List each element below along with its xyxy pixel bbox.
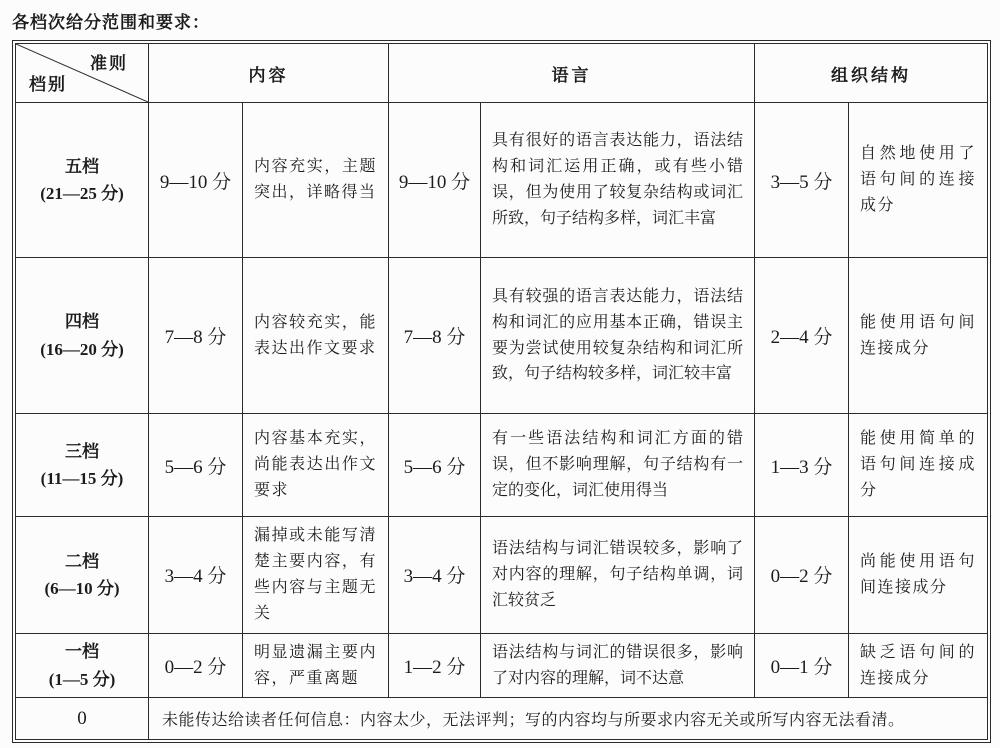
corner-label-criteria: 准则 [90, 54, 128, 73]
level-cell [16, 103, 149, 258]
content-desc-cell: 漏掉或未能写清楚主要内容，有些内容与主题无关 [243, 517, 389, 634]
table-row-band4 [16, 258, 988, 414]
zero-desc-cell: 未能传达给读者任何信息：内容太少，无法评判；写的内容均与所要求内容无关或所写内容无法看清。 [149, 698, 988, 740]
grading-rubric-table [12, 40, 991, 743]
language-score-cell: 7—8 分 [389, 258, 481, 414]
language-desc-cell: 有一些语法结构和词汇方面的错误，但不影响理解，句子结构有一定的变化，词汇使用得当 [481, 414, 755, 517]
level-range: (1—5 分) [48, 669, 116, 689]
corner-header-cell [16, 44, 149, 103]
language-desc-cell: 具有较强的语言表达能力，语法结构和词汇的应用基本正确，错误主要为尝试使用较复杂结构和词汇所致，句子结构较多样，词汇较丰富 [481, 258, 755, 414]
content-score-cell: 0—2 分 [149, 633, 243, 698]
content-desc-cell: 内容充实，主题突出，详略得当 [243, 103, 389, 258]
language-desc-cell: 语法结构与词汇错误较多，影响了对内容的理解，句子结构单调，词汇较贫乏 [481, 517, 755, 634]
structure-score-cell: 2—4 分 [755, 258, 849, 414]
language-score-cell: 9—10 分 [389, 103, 481, 258]
column-header-structure: 组织结构 [755, 44, 988, 103]
table-row-band5 [16, 103, 988, 258]
structure-score-cell: 3—5 分 [755, 103, 849, 258]
content-score-cell: 5—6 分 [149, 414, 243, 517]
language-desc-cell: 具有很好的语言表达能力，语法结构和词汇运用正确，或有些小错误，但为使用了较复杂结构或词汇所致，句子结构多样，词汇丰富 [481, 103, 755, 258]
zero-level-cell: 0 [16, 698, 149, 740]
level-cell [16, 414, 149, 517]
content-desc-cell: 内容基本充实，尚能表达出作文要求 [243, 414, 389, 517]
column-header-content: 内容 [149, 44, 389, 103]
level-name: 二档 [65, 551, 99, 571]
level-name: 三档 [65, 441, 99, 461]
table-row-band1 [16, 633, 988, 698]
structure-score-cell: 0—2 分 [755, 517, 849, 634]
level-name: 一档 [65, 642, 99, 662]
content-score-cell: 3—4 分 [149, 517, 243, 634]
structure-desc-cell: 能使用语句间连接成分 [849, 258, 988, 414]
level-cell [16, 258, 149, 414]
language-desc-cell: 语法结构与词汇的错误很多，影响了对内容的理解，词不达意 [481, 633, 755, 698]
structure-desc-cell: 自然地使用了语句间的连接成分 [849, 103, 988, 258]
level-range: (16—20 分) [40, 339, 124, 359]
content-score-cell: 9—10 分 [149, 103, 243, 258]
content-desc-cell: 明显遗漏主要内容，严重离题 [243, 633, 389, 698]
table-caption: 各档次给分范围和要求： [12, 13, 210, 32]
column-header-language: 语言 [389, 44, 755, 103]
level-name: 四档 [65, 312, 99, 332]
table-row-band2 [16, 517, 988, 634]
table-row-zero [16, 698, 988, 740]
language-score-cell: 3—4 分 [389, 517, 481, 634]
table-row-band3 [16, 414, 988, 517]
level-cell [16, 633, 149, 698]
language-score-cell: 1—2 分 [389, 633, 481, 698]
language-score-cell: 5—6 分 [389, 414, 481, 517]
structure-desc-cell: 缺乏语句间的连接成分 [849, 633, 988, 698]
content-score-cell: 7—8 分 [149, 258, 243, 414]
structure-score-cell: 1—3 分 [755, 414, 849, 517]
structure-desc-cell: 尚能使用语句间连接成分 [849, 517, 988, 634]
level-range: (11—15 分) [40, 469, 124, 488]
content-desc-cell: 内容较充实，能表达出作文要求 [243, 258, 389, 414]
header-row [16, 44, 988, 103]
level-name: 五档 [65, 156, 99, 176]
corner-label-level: 档别 [29, 75, 67, 94]
level-cell [16, 517, 149, 634]
level-range: (21—25 分) [40, 184, 124, 203]
structure-score-cell: 0—1 分 [755, 633, 849, 698]
level-range: (6—10 分) [44, 578, 120, 598]
structure-desc-cell: 能使用简单的语句间连接成分 [849, 414, 988, 517]
